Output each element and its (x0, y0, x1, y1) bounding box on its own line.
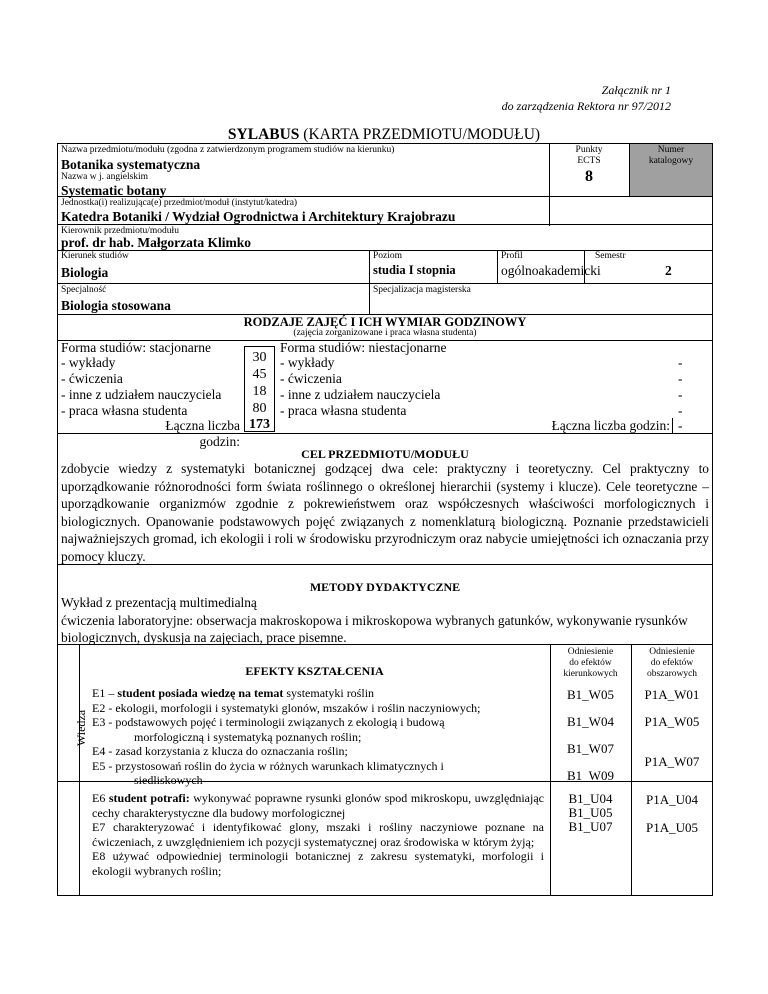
english-name-label: Nazwa w j. angielskim (61, 172, 149, 182)
effect-e3b: morfologiczną i systematyką poznanych roślin; (134, 729, 362, 744)
full-total-hours: 173 (249, 417, 270, 432)
level-label: Poziom (373, 251, 403, 261)
effect-e6-bold: student potrafi: (108, 791, 190, 805)
field-effects-header-2: do efektów (569, 658, 612, 668)
methods-title: METODY DYDAKTYCZNE (309, 580, 461, 594)
part-total-label: Łączna liczba godzin: (551, 418, 670, 433)
field-value: Biologia (61, 265, 109, 280)
part-lectures-hours: - (678, 355, 683, 370)
effect-e6 (92, 791, 544, 820)
part-exercises-hours: - (678, 371, 683, 386)
annex-line-1: Załącznik nr 1 (601, 83, 671, 97)
effect-e4: E4 - zasad korzystania z klucza do oznaczania roślin; (92, 744, 348, 758)
part-other-hours: - (678, 387, 683, 402)
full-row-own-work: - praca własna studenta (61, 403, 188, 418)
area-effects-header-3: obszarowych (646, 669, 698, 679)
effect-e1-rest: systematyki roślin (283, 686, 375, 700)
part-row-lectures: - wykłady (280, 355, 335, 370)
effect-e1-bold: student posiada wiedzę na temat (117, 686, 284, 700)
knowledge-field-ref: B1_W04 (567, 714, 614, 729)
field-effects-header (550, 647, 631, 680)
skills-area-ref: P1A_U04 (645, 792, 698, 807)
part-time-title: Forma studiów: niestacjonarne (280, 340, 447, 355)
full-total-label: Łączna liczba godzin: (165, 418, 240, 449)
full-row-lectures: - wykłady (61, 355, 116, 370)
knowledge-label: Wiedza (74, 709, 88, 747)
head-value: prof. dr hab. Małgorzata Klimko (61, 235, 252, 250)
methods-line-2: ćwiczenia laboratoryjne: obserwacja makroskopowa i mikroskopowa wybranych gatunków, wykonywanie rysunków biologicznych, dyskusja na zajęciach, prace pisemne. (61, 612, 688, 645)
field-effects-header-1: Odniesienie (567, 647, 614, 657)
divider (369, 250, 370, 314)
knowledge-field-ref: B1_W05 (567, 687, 614, 702)
english-name: Systematic botany (61, 183, 167, 198)
page-title (0, 126, 768, 144)
annex-line-2: do zarządzenia Rektora nr 97/2012 (501, 99, 671, 113)
divider (631, 644, 632, 896)
part-total-hours: - (678, 418, 683, 433)
part-row-own-work: - praca własna studenta (280, 403, 407, 418)
specialty-label: Specjalność (61, 285, 107, 295)
effect-e3a: E3 - podstawowych pojęć i terminologii związanych z ekologią i budową (92, 715, 445, 729)
effect-e6-prefix: E6 (92, 791, 109, 805)
divider (57, 283, 713, 284)
ects-value: 8 (585, 168, 593, 185)
part-own-hours: - (678, 403, 683, 418)
semester-value: 2 (665, 263, 672, 278)
divider (672, 418, 673, 433)
subject-name: Botanika systematyczna (61, 157, 201, 172)
hours-title: RODZAJE ZAJĘĆ I ICH WYMIAR GODZINOWY (243, 315, 527, 329)
annex-note (502, 82, 671, 114)
knowledge-area-ref: P1A_W07 (644, 754, 700, 769)
skills-effects (92, 791, 544, 878)
semester-label: Semestr (595, 251, 626, 261)
skills-field-ref: B1_U04 (568, 791, 613, 806)
ects-label (549, 145, 629, 167)
unit-label: Jednostka(i) realizująca(e) przedmiot/moduł (instytut/katedra) (61, 198, 298, 208)
specialty-value: Biologia stosowana (61, 298, 171, 313)
skills-field-ref: B1_U07 (568, 819, 613, 834)
head-label: Kierownik przedmiotu/modułu (61, 226, 179, 236)
effect-e6-rest: wykonywać poprawne rysunki glonów spod mikroskopu, uwzględniając cechy charakterystyczne dla budowy morfologicznej (92, 791, 544, 820)
field-effects-header-3: kierunkowych (563, 669, 618, 679)
full-time-title: Forma studiów: stacjonarne (61, 340, 211, 355)
area-effects-header-1: Odniesienie (649, 647, 695, 657)
effects-title: EFEKTY KSZTAŁCENIA (245, 664, 384, 678)
title-bold: SYLABUS (227, 126, 300, 143)
title-rest: (KARTA PRZEDMIOTU/MODUŁU) (299, 126, 541, 143)
unit-value: Katedra Botaniki / Wydział Ogrodnictwa i Architektury Krajobrazu (61, 209, 456, 224)
level-value: studia I stopnia (373, 263, 456, 277)
full-other-hours: 18 (252, 384, 267, 399)
goal-title: CEL PRZEDMIOTU/MODUŁU (301, 447, 469, 461)
profile-value: ogólnoakademicki (501, 263, 601, 278)
part-row-other: - inne z udziałem nauczyciela (280, 387, 441, 402)
effect-e5b: siedliskowych (134, 773, 203, 787)
full-row-other: - inne z udziałem nauczyciela (61, 387, 222, 402)
divider (497, 250, 498, 284)
part-row-exercises: - ćwiczenia (280, 371, 342, 386)
effect-e1-prefix: E1 – (92, 686, 118, 700)
knowledge-field-ref: B1_W07 (567, 741, 614, 756)
full-own-hours: 80 (252, 401, 267, 416)
ects-label-line-2: ECTS (577, 156, 601, 166)
knowledge-area-ref: P1A_W05 (644, 714, 700, 729)
field-label: Kierunek studiów (61, 251, 129, 261)
catalog-label-line-1: Numer (657, 145, 685, 155)
catalog-label-line-2: katalogowy (648, 156, 694, 166)
effect-e5a: E5 - przystosowań roślin do życia w różnych warunkach klimatycznych i (92, 758, 444, 773)
knowledge-area-ref: P1A_W01 (644, 687, 700, 702)
subject-label: Nazwa przedmiotu/modułu (zgodna z zatwierdzonym programem studiów na kierunku) (61, 145, 395, 155)
effect-e8: E8 używać odpowiedniej terminologii botanicznej z zakresu systematyki, morfologii i ekologii wybranych roślin; (92, 849, 544, 878)
ects-label-line-1: Punkty (575, 145, 603, 155)
master-label: Specjalizacja magisterska (373, 285, 471, 295)
divider (549, 196, 713, 197)
skills-area-ref: P1A_U05 (645, 820, 698, 835)
effect-e1 (92, 686, 547, 701)
divider (79, 644, 80, 896)
catalog-label (629, 145, 713, 167)
profile-label: Profil (501, 251, 523, 261)
effect-e7: E7 charakteryzować i identyfikować glony, mszaki i rośliny naczyniowe poznane na ćwiczeniach, z uwzględnieniem ich pozycji systematycznej oraz środowiska w którym żyją; (92, 820, 544, 849)
area-effects-header-2: do efektów (650, 658, 694, 668)
methods-line-1: Wykład z prezentacją multimedialną (61, 595, 257, 610)
hours-subtitle: (zajęcia zorganizowane i praca własna studenta) (293, 328, 477, 338)
skills-field-ref: B1_U05 (568, 805, 613, 820)
full-exercises-hours: 45 (252, 367, 267, 382)
methods-text (61, 594, 709, 647)
full-lectures-hours: 30 (252, 350, 267, 365)
area-effects-header (631, 647, 713, 680)
full-row-exercises: - ćwiczenia (61, 371, 123, 386)
goal-text: zdobycie wiedzy z systematyki botanicznej godzącej dwa cele: praktyczny i teoretyczny. Cel praktyczny to uporządkowanie różnorodności form świata roślinnego o określonej hierarchii (systemy i klucze). Cele teoretyczne – uporządkowanie organizmów zgodnie z pokrewieństwem oraz współczesnych właściwości morfologicznych i biologicznych. Opanowanie podstawowych pojęć związanych z nomenklaturą biologiczną. Poznanie przedstawicieli najważniejszych gromad, ich ekologii i roli w środowisku przyrodniczym oraz nabycie umiejętności ich oznaczania przy pomocy kluczy. (61, 461, 709, 564)
skills-field-refs (550, 792, 631, 834)
knowledge-field-ref: B1_W09 (567, 768, 614, 783)
knowledge-effects (92, 686, 547, 788)
effect-e2: E2 - ekologii, morfologii i systematyki glonów, mszaków i roślin naczyniowych; (92, 700, 481, 715)
